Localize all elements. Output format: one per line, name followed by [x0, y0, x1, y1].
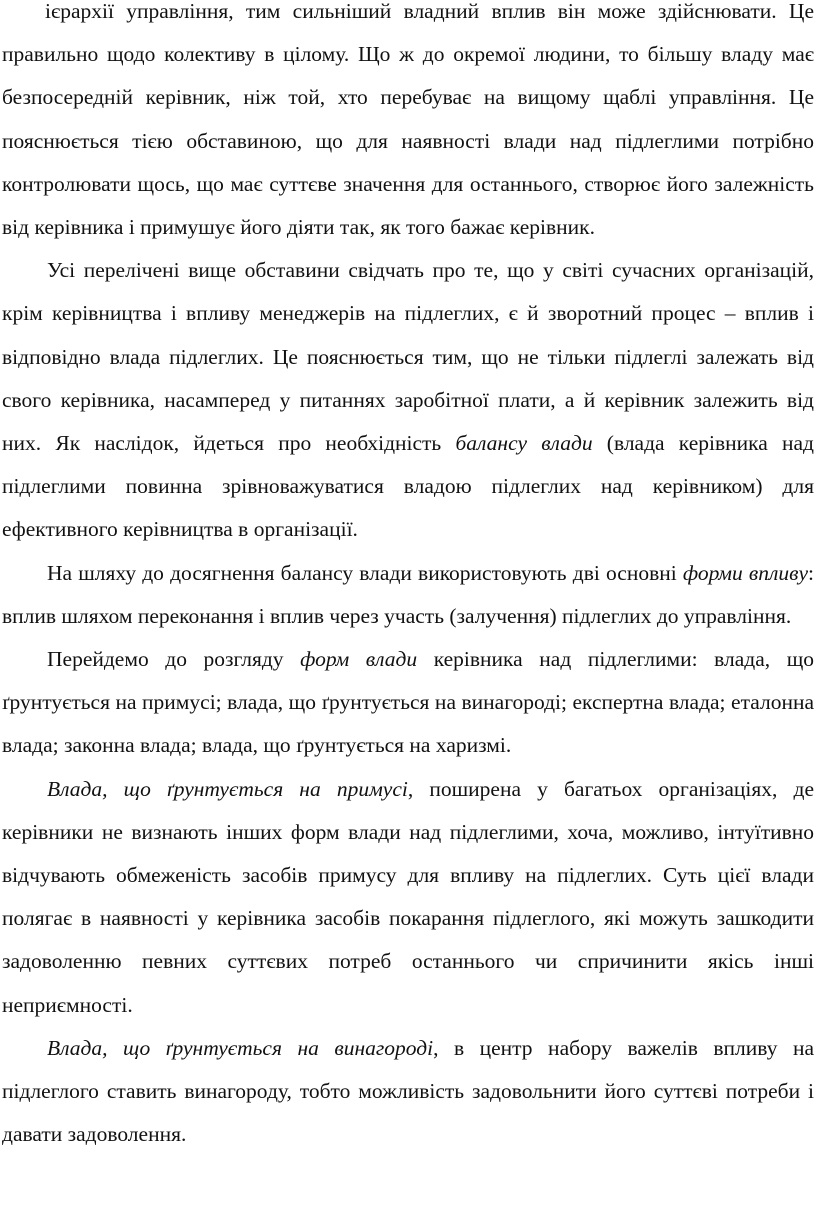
- italic-term-balance-of-power: балансу влади: [455, 431, 593, 456]
- paragraph-text: ієрархії управління, тим сильніший владний вплив він може здійснювати. Це правильно щодо колективу в цілому. Що ж до окремої людини, то більшу владу має безпосередній керівник, ніж той, хто перебуває на вищому щаблі управління. Це пояснюється тією обставиною, що для наявності влади над підлеглими потрібно контролювати щось, що має суттєве значення для останнього, створює його залежність від керівника і примушує його діяти так, як того бажає керівник.: [2, 0, 814, 240]
- paragraph-text: : вплив шляхом переконання і вплив через участь (залучення) підлеглих до управління.: [2, 560, 814, 628]
- paragraph-text: керівника над підлеглими: влада, що ґрунтується на примусі; влада, що ґрунтується на винагороді; експертна влада; еталонна влада; законна влада; влада, що ґрунтується на харизмі.: [2, 647, 814, 758]
- italic-term-coercive-power: Влада, що ґрунтується на примусі: [47, 776, 408, 801]
- paragraph-text: Усі перелічені вище обставини свідчать про те, що у світі сучасних організацій, крім керівництва і впливу менеджерів на підлеглих, є й зворотний процес – вплив і відповідно влада підлеглих. Це пояснюється тим, що не тільки підлеглі залежать від свого керівника, насамперед у питаннях заробітної плати, а й керівник залежить від них. Як наслідок, йдеться про необхідність: [2, 258, 814, 456]
- paragraph-hierarchy-influence: [2, 0, 814, 249]
- paragraph-balance-of-power: [2, 249, 814, 551]
- paragraph-reward-power: [2, 1027, 814, 1157]
- paragraph-text: На шляху до досягнення балансу влади використовують дві основні: [47, 560, 683, 585]
- paragraph-text: Перейдемо до розгляду: [47, 647, 301, 672]
- italic-term-forms-of-power: форм влади: [300, 647, 418, 672]
- paragraph-text: , в центр набору важелів впливу на підлеглого ставить винагороду, тобто можливість задовольнити його суттєві потреби і давати задоволення.: [2, 1035, 814, 1147]
- paragraph-text: , поширена у багатьох організаціях, де керівники не визнають інших форм влади над підлеглими, хоча, можливо, інтуїтивно відчувають обмеженість засобів примусу для впливу на підлеглих. Суть цієї влади полягає в наявності у керівника засобів покарання підлеглого, які можуть зашкодити задоволенню певних суттєвих потреб останнього чи спричинити якісь інші неприємності.: [2, 776, 814, 1017]
- paragraph-text: (влада керівника над підлеглими повинна зрівноважуватися владою підлеглих над керівником) для ефективного керівництва в організації.: [2, 431, 814, 542]
- italic-term-reward-power: Влада, що ґрунтується на винагороді: [47, 1035, 434, 1060]
- paragraph-forms-of-influence: [2, 552, 814, 638]
- paragraph-coercive-power: [2, 768, 814, 1027]
- italic-term-forms-of-influence: форми впливу: [682, 560, 808, 585]
- paragraph-forms-of-power: [2, 638, 814, 768]
